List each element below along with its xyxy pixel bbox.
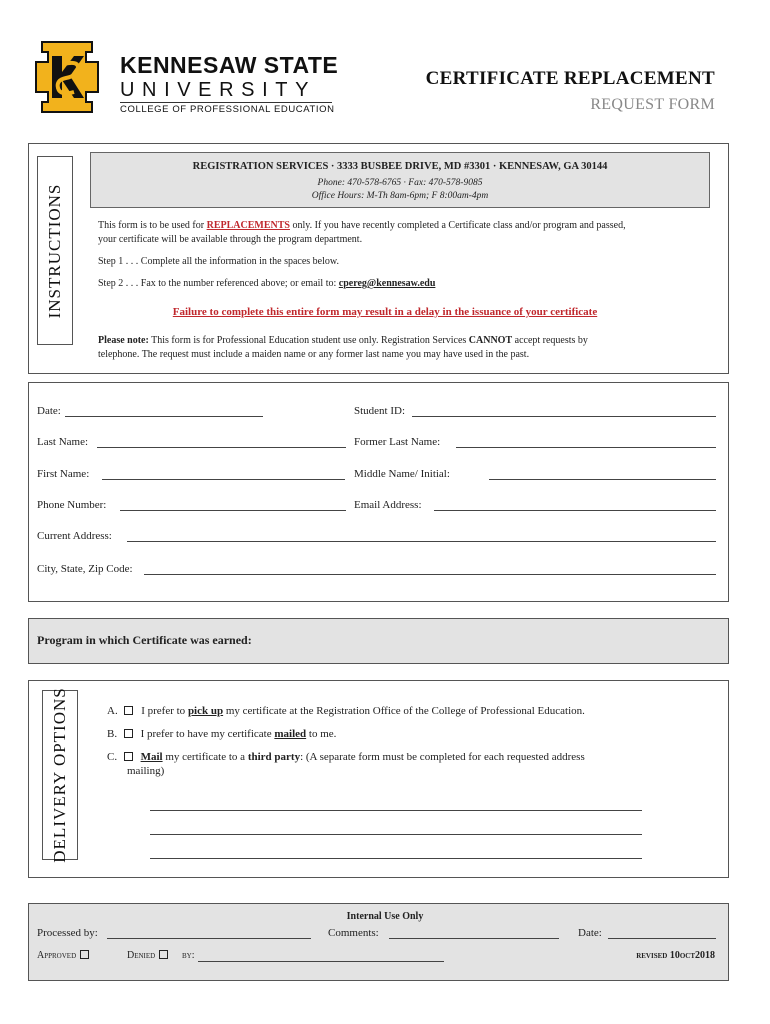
processed-by-label: Processed by: [37, 927, 98, 939]
delivery-option-c-line2: mailing) [127, 765, 165, 777]
date-label: Date: [37, 405, 61, 417]
internal-date-field[interactable] [608, 938, 716, 939]
first-name-field[interactable] [102, 479, 345, 480]
step2-pre: Step 2 . . . Fax to the number referenced above; or email to: [98, 278, 339, 289]
approved-label: Approved [37, 950, 77, 961]
denied-option [127, 950, 173, 961]
delivery-option-b [107, 728, 336, 740]
current-address-label: Current Address: [37, 530, 112, 542]
delivery-option-c [107, 751, 585, 763]
third-party-address-line-1[interactable] [150, 810, 642, 811]
instructions-para1-line2: your certificate will be available through the program department. [98, 234, 363, 245]
third-party-address-line-3[interactable] [150, 858, 642, 859]
last-name-field[interactable] [97, 447, 346, 448]
by-label: by: [182, 950, 195, 961]
college-name: COLLEGE OF PROFESSIONAL EDUCATION [120, 104, 335, 115]
denied-checkbox[interactable] [159, 950, 168, 959]
first-name-label: First Name: [37, 468, 90, 480]
warning-note [0, 306, 770, 318]
note-label: Please note: [98, 335, 149, 346]
office-phone: Phone: 470-578-6765 · Fax: 470-578-9085 [317, 178, 483, 188]
option-a-pre: I prefer to [141, 705, 188, 717]
university-sub: UNIVERSITY [120, 79, 317, 101]
university-name: KENNESAW STATE [120, 52, 339, 78]
option-b-key: mailed [274, 728, 307, 740]
former-last-name-label: Former Last Name: [354, 436, 441, 448]
option-b-post: to me. [306, 728, 337, 740]
delivery-option-a [107, 705, 585, 717]
instructions-para1 [98, 220, 626, 231]
email-field[interactable] [434, 510, 716, 511]
middle-name-field[interactable] [489, 479, 716, 480]
comments-field[interactable] [389, 938, 559, 939]
middle-name-label: Middle Name/ Initial: [354, 468, 450, 480]
student-id-field[interactable] [412, 416, 716, 417]
current-address-field[interactable] [127, 541, 716, 542]
approved-option [37, 950, 94, 961]
revised-date: revised 10oct2018 [636, 950, 715, 961]
third-party-checkbox[interactable] [124, 752, 133, 761]
registration-services-banner [90, 152, 710, 208]
option-c-letter: C. [107, 751, 118, 763]
option-a-post: my certificate at the Registration Office of the College of Professional Education. [223, 705, 585, 717]
processed-by-field[interactable] [107, 938, 311, 939]
option-c-bold: third party [247, 751, 301, 763]
registration-email-link[interactable]: cpereg@kennesaw.edu [338, 278, 436, 289]
ksu-logo [28, 38, 106, 116]
last-name-label: Last Name: [37, 436, 89, 448]
student-id-label: Student ID: [354, 405, 406, 417]
option-c-post: : (A separate form must be completed for each requested address [300, 751, 585, 763]
internal-title-text: Internal Use Only [346, 911, 424, 922]
email-label: Email Address: [354, 499, 422, 511]
step-2 [98, 278, 435, 289]
warning-text: Failure to complete this entire form may result in a delay in the issuance of your certificate [172, 306, 598, 318]
third-party-address-line-2[interactable] [150, 834, 642, 835]
option-b-pre: I prefer to have my certificate [140, 728, 275, 740]
office-hours: Office Hours: M-Th 8am-6pm; F 8:00am-4pm [311, 191, 489, 201]
office-address: REGISTRATION SERVICES · 3333 BUSBEE DRIVE, MD #3301 · KENNESAW, GA 30144 [192, 161, 608, 172]
option-c-key: Mail [140, 751, 163, 763]
replacements-highlight: REPLACEMENTS [206, 220, 290, 231]
former-last-name-field[interactable] [456, 447, 716, 448]
date-field[interactable] [65, 416, 263, 417]
note-pre: This form is for Professional Education student use only. Registration Services [148, 335, 469, 346]
internal-date-label: Date: [578, 927, 602, 939]
step-1: Step 1 . . . Complete all the information in the spaces below. [98, 256, 339, 267]
option-a-letter: A. [107, 705, 118, 717]
city-state-zip-label: City, State, Zip Code: [37, 563, 133, 575]
mailed-checkbox[interactable] [124, 729, 133, 738]
city-state-zip-field[interactable] [144, 574, 716, 575]
para1-pre: This form is to be used for [98, 220, 207, 231]
logo-divider [120, 102, 332, 103]
program-label: Program in which Certificate was earned: [37, 633, 252, 647]
internal-use-title [0, 911, 770, 922]
option-a-key: pick up [187, 705, 224, 717]
option-b-letter: B. [107, 728, 118, 740]
denied-label: Denied [127, 950, 156, 961]
approved-checkbox[interactable] [80, 950, 89, 959]
option-c-mid: my certificate to a [162, 751, 248, 763]
form-subtitle: REQUEST FORM [590, 96, 715, 113]
comments-label: Comments: [328, 927, 379, 939]
delivery-label-text: DELIVERY OPTIONS [50, 687, 69, 863]
note-post: accept requests by [512, 335, 588, 346]
delivery-side-label [42, 687, 78, 863]
phone-label: Phone Number: [37, 499, 107, 511]
note-cannot: CANNOT [468, 335, 513, 346]
form-title: CERTIFICATE REPLACEMENT [425, 68, 715, 89]
instructions-label-text: INSTRUCTIONS [45, 183, 64, 318]
please-note [98, 335, 588, 346]
phone-field[interactable] [120, 510, 346, 511]
pickup-checkbox[interactable] [124, 706, 133, 715]
by-field[interactable] [198, 961, 444, 962]
para1-post: only. If you have recently completed a Certificate class and/or program and passed, [289, 220, 626, 231]
please-note-line2: telephone. The request must include a maiden name or any former last name you may have used in the past. [98, 349, 530, 360]
